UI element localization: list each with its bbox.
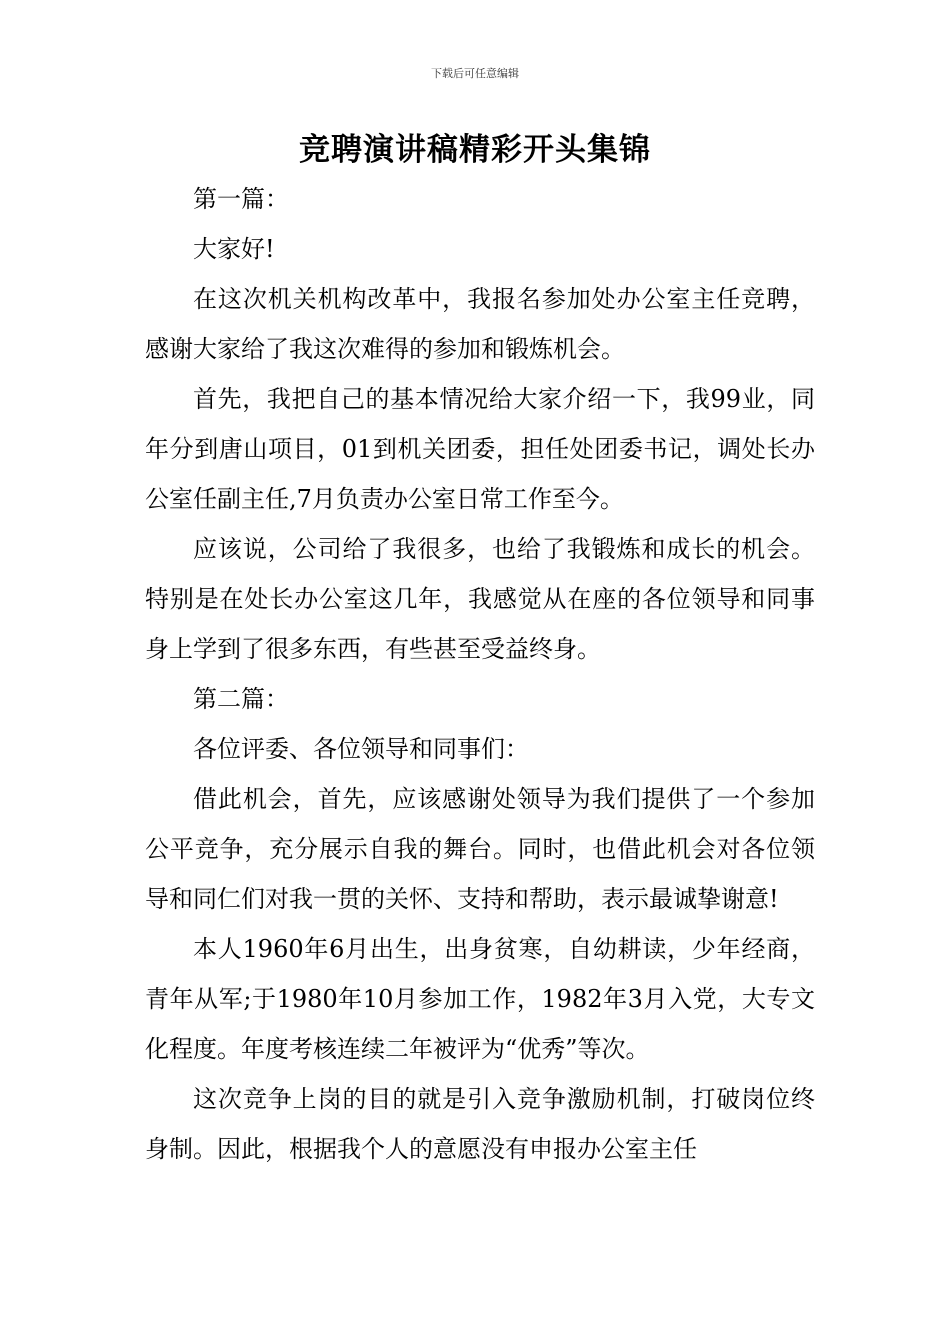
paragraph: 本人1960年6月出生，出身贫寒，自幼耕读，少年经商，青年从军;于1980年10月参加工作，1982年3月入党，大专文化程度。年度考核连续二年被评为“优秀”等次。 (145, 935, 815, 1063)
paragraph-greeting: 大家好! (193, 235, 275, 263)
paragraph-section-one-heading: 第一篇： (193, 185, 289, 213)
paragraph: 借此机会，首先，应该感谢处领导为我们提供了一个参加公平竞争，充分展示自我的舞台。同时，也借此机会对各位领导和同仁们对我一贯的关怀、支持和帮助，表示最诚挚谢意! (145, 785, 815, 913)
paragraph-salutation: 各位评委、各位领导和同事们： (193, 735, 529, 763)
paragraph: 应该说，公司给了我很多，也给了我锻炼和成长的机会。特别是在处长办公室这几年，我感觉从在座的各位领导和同事身上学到了很多东西，有些甚至受益终身。 (145, 535, 815, 663)
document-title: 竞聘演讲稿精彩开头集锦 (299, 132, 651, 168)
paragraph-section-two-heading: 第二篇： (193, 685, 289, 713)
paragraph: 在这次机关机构改革中，我报名参加处办公室主任竞聘，感谢大家给了我这次难得的参加和锻炼机会。 (145, 285, 815, 363)
header-note: 下载后可任意编辑 (431, 67, 519, 80)
document-body (145, 174, 815, 1174)
paragraph: 首先，我把自己的基本情况给大家介绍一下，我99业，同年分到唐山项目，01到机关团委，担任处团委书记，调处长办公室任副主任,7月负责办公室日常工作至今。 (145, 385, 815, 513)
paragraph: 这次竞争上岗的目的就是引入竞争激励机制，打破岗位终身制。因此，根据我个人的意愿没有申报办公室主任 (145, 1085, 815, 1163)
